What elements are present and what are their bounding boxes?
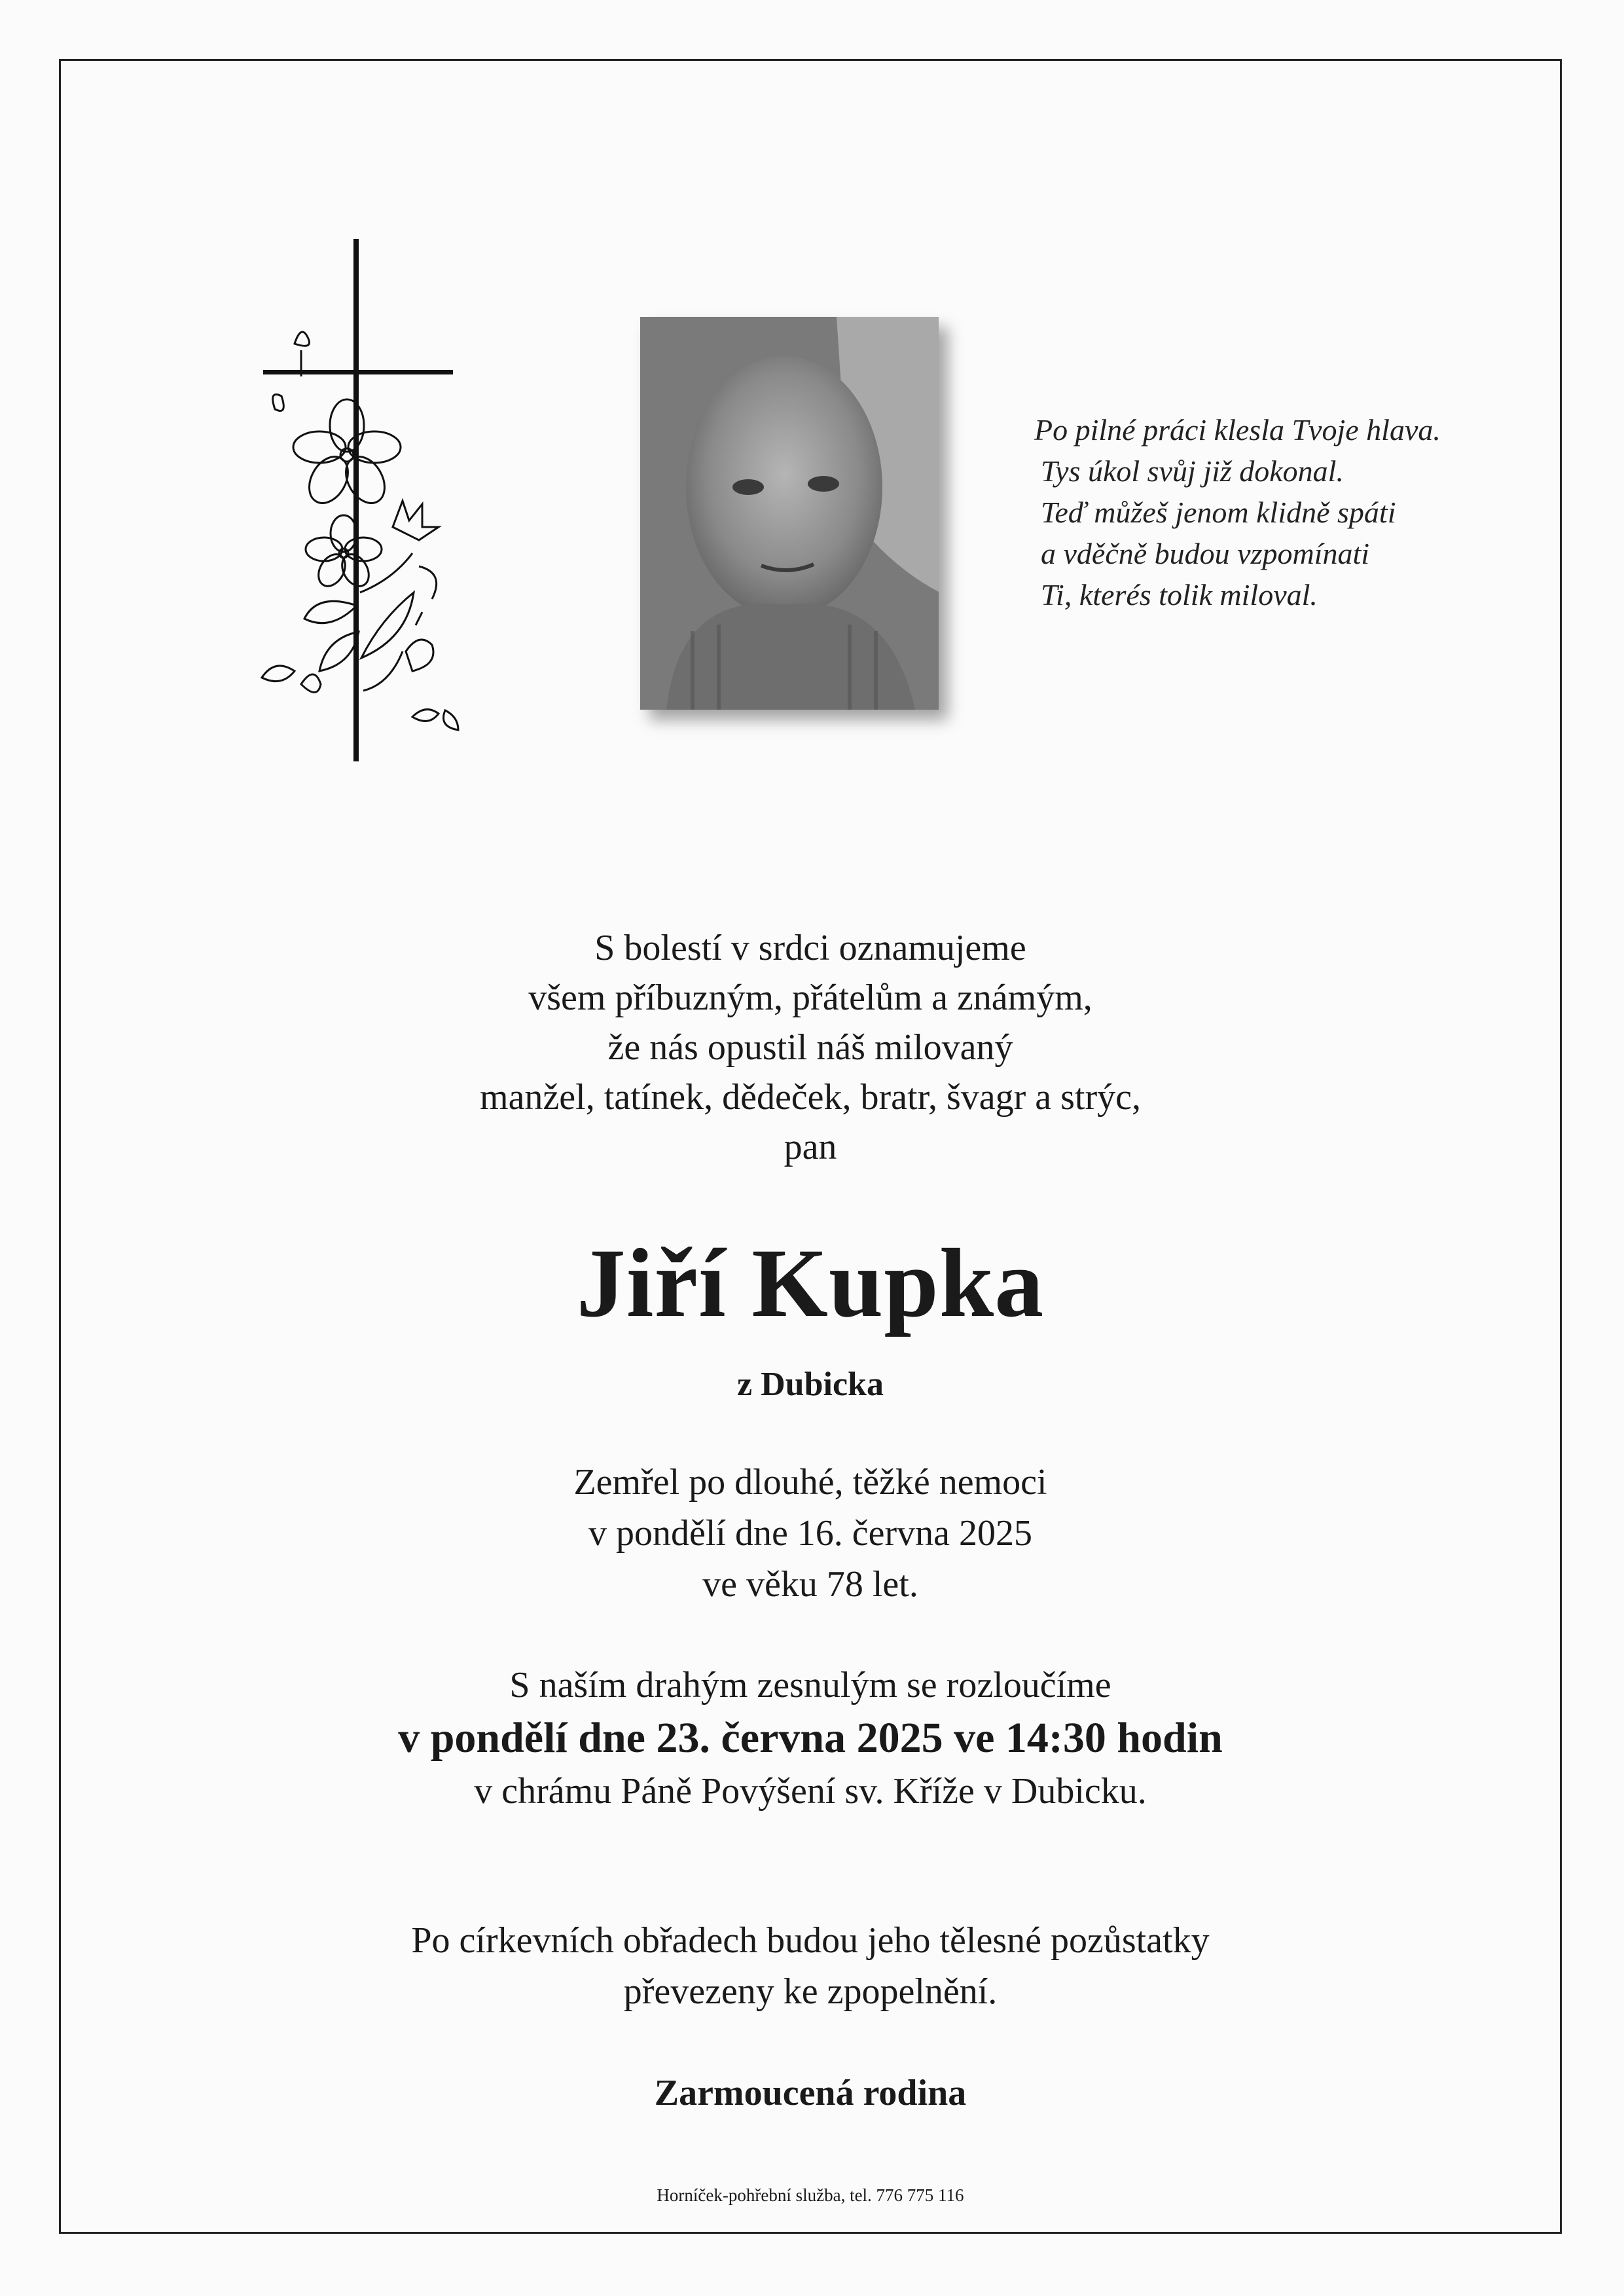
poem-line: Tys úkol svůj již dokonal. xyxy=(1041,454,1344,488)
announcement-intro xyxy=(59,923,1562,1172)
deceased-name: Jiří Kupka xyxy=(576,1229,1045,1338)
intro-line: manžel, tatínek, dědeček, bratr, švagr a strýc, xyxy=(480,1077,1141,1118)
family-signature: Zarmoucená rodina xyxy=(654,2073,967,2113)
poem xyxy=(1034,409,1441,615)
ceremony-intro: S naším drahým zesnulým se rozloučíme xyxy=(509,1665,1111,1705)
after-line: převezeny ke zpopelnění. xyxy=(623,1971,998,2012)
after-line: Po církevních obřadech budou jeho tělesné pozůstatky xyxy=(411,1920,1210,1961)
ceremony-place: v chrámu Páně Povýšení sv. Kříže v Dubicku. xyxy=(474,1771,1147,1812)
death-line: ve věku 78 let. xyxy=(702,1564,918,1605)
intro-line: pan xyxy=(784,1127,837,1167)
intro-line: S bolestí v srdci oznamujeme xyxy=(594,928,1026,968)
death-line: v pondělí dne 16. června 2025 xyxy=(588,1513,1033,1554)
poem-line: a vděčně budou vzpomínati xyxy=(1041,537,1370,570)
deceased-origin: z Dubicka xyxy=(737,1366,884,1403)
ceremony-info xyxy=(59,1660,1562,1817)
poem-line: Teď můžeš jenom klidně spáti xyxy=(1041,496,1396,529)
death-info xyxy=(59,1457,1562,1610)
portrait-photo xyxy=(640,317,939,710)
poem-line: Ti, kterés tolik miloval. xyxy=(1041,578,1318,611)
ceremony-datetime: v pondělí dne 23. června 2025 ve 14:30 hodin xyxy=(398,1714,1223,1762)
funeral-service-footer: Horníček-pohřební služba, tel. 776 775 116 xyxy=(657,2185,964,2205)
cross-with-flowers-icon xyxy=(249,239,524,763)
after-ceremony-info xyxy=(59,1915,1562,2017)
intro-line: že nás opustil náš milovaný xyxy=(607,1027,1013,1068)
poem-line: Po pilné práci klesla Tvoje hlava. xyxy=(1034,413,1441,446)
intro-line: všem příbuzným, přátelům a známým, xyxy=(528,977,1092,1018)
death-line: Zemřel po dlouhé, těžké nemoci xyxy=(573,1462,1047,1503)
